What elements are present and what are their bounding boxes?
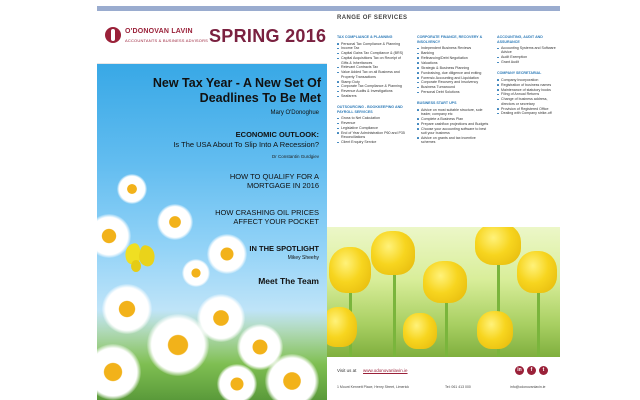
brand-name: O'DONOVAN LAVIN xyxy=(125,28,193,35)
service-item: Fundraising, due diligence and exiting xyxy=(417,71,489,75)
service-item: Capital Gains Tax Compliance & (BRS) xyxy=(337,51,409,55)
service-item: Grant Audit xyxy=(497,60,557,64)
service-item: Revenue Audits & Investigations xyxy=(337,89,409,93)
tulips-image xyxy=(327,227,560,357)
service-item: Refinancing/Debt Negotiation xyxy=(417,56,489,60)
services-column-1 xyxy=(337,35,409,145)
feature-mortgage: HOW TO QUALIFY FOR A MORTGAGE IN 2016 xyxy=(229,172,319,190)
service-item: Registration of business names xyxy=(497,83,557,87)
service-item: Gross to Net Calculation xyxy=(337,116,409,120)
issue-title: SPRING 2016 xyxy=(209,26,327,46)
cover-page xyxy=(97,11,327,400)
section-heading: BUSINESS START UPS xyxy=(417,101,457,106)
service-item: Maintenance of statutory books xyxy=(497,88,557,92)
feature-economic-outlook-title: ECONOMIC OUTLOOK: xyxy=(235,130,319,139)
service-item: Choose your accounting software to best suit your business xyxy=(417,127,489,136)
service-item: Forensic Accounting and Liquidation xyxy=(417,76,489,80)
service-item: Prepare cashflow projections and Budgets xyxy=(417,122,489,126)
feature-oil-prices: HOW CRASHING OIL PRICES AFFECT YOUR POCKET xyxy=(215,208,319,226)
service-item: Personal Debt Solutions xyxy=(417,90,489,94)
service-item: Seafarers xyxy=(337,94,409,98)
service-item: Complete a Business Plan xyxy=(417,117,489,121)
service-item: Revenue xyxy=(337,121,409,125)
service-item: Client Enquiry Service xyxy=(337,140,409,144)
service-item: Relevant Contracts Tax xyxy=(337,65,409,69)
tulip-flower xyxy=(327,307,357,347)
brand-logo-icon xyxy=(105,27,121,43)
tulip-flower xyxy=(329,247,371,293)
service-item: Business Turnaround xyxy=(417,85,489,89)
tulip-flower xyxy=(423,261,467,303)
tulip-flower xyxy=(477,311,513,349)
section-heading: CORPORATE FINANCE, RECOVERY & INSOLVENCY xyxy=(417,35,483,44)
service-item: Advice on most suitable structure, sole trader, company etc xyxy=(417,108,489,117)
cover-headline: New Tax Year - A New Set Of Deadlines To Be Met xyxy=(152,76,321,105)
footer xyxy=(327,357,560,400)
services-title: RANGE OF SERVICES xyxy=(337,15,408,21)
services-page xyxy=(327,11,560,400)
section-heading: COMPANY SECRETARIAL xyxy=(497,71,542,76)
brand-tagline: ACCOUNTANTS & BUSINESS ADVISORS xyxy=(125,38,209,43)
service-item: Independent Business Reviews xyxy=(417,46,489,50)
footer-email[interactable]: info@odonovanlavin.ie xyxy=(510,385,546,389)
service-item: Corporate Tax Compliance & Planning xyxy=(337,84,409,88)
service-item: Company Incorporation xyxy=(497,78,557,82)
feature-spotlight: IN THE SPOTLIGHT xyxy=(249,244,319,253)
service-item: Audit Exemption xyxy=(497,55,557,59)
feature-economic-outlook-author: Dr Constantin Gurdgiev xyxy=(271,154,319,159)
service-item: Advice on grants and tax incentive schemes xyxy=(417,136,489,145)
feature-meet-the-team: Meet The Team xyxy=(258,276,319,286)
section-heading: OUTSOURCING - BOOKKEEPING AND PAYROLL SERVICES xyxy=(337,105,403,114)
feature-economic-outlook-subtitle: Is The USA About To Slip Into A Recession? xyxy=(173,140,319,149)
service-item: Banking xyxy=(417,51,489,55)
service-item: Corporate Recovery and Insolvency xyxy=(417,80,489,84)
tulip-flower xyxy=(403,313,437,349)
headline-author: Mary O'Donoghue xyxy=(270,110,319,116)
service-item: Legislative Compliance xyxy=(337,126,409,130)
visit-label: Visit us at xyxy=(337,368,357,373)
service-item: Stamp Duty xyxy=(337,80,409,84)
twitter-icon[interactable]: t xyxy=(539,366,548,375)
service-item: Dealing with Company strike-off xyxy=(497,111,557,115)
linkedin-icon[interactable]: in xyxy=(515,366,524,375)
service-item: Income Tax xyxy=(337,46,409,50)
tulip-flower xyxy=(371,231,415,275)
service-item: End of Year Administration P60 and P35 Reconciliations xyxy=(337,131,409,140)
facebook-icon[interactable]: f xyxy=(527,366,536,375)
section-heading: TAX COMPLIANCE & PLANNING xyxy=(337,35,393,39)
cover-header xyxy=(97,11,327,64)
service-item: Strategic & Business Planning xyxy=(417,66,489,70)
service-item: Value Added Tax on all Business and Property Transactions xyxy=(337,70,409,79)
service-item: Capital Acquisitions Tax on Receipt of Gifts & Inheritances xyxy=(337,56,409,65)
service-item: Personal Tax Compliance & Planning xyxy=(337,42,409,46)
tulip-flower xyxy=(475,227,521,265)
section-heading: ACCOUNTING, AUDIT AND ASSURANCE xyxy=(497,35,543,44)
footer-address: 1 Mount Kennett Place, Henry Street, Limerick xyxy=(337,385,409,389)
services-column-3 xyxy=(497,35,557,116)
service-item: Provision of Registered Office xyxy=(497,107,557,111)
services-column-2 xyxy=(417,35,489,145)
tulip-flower xyxy=(517,251,557,293)
feature-spotlight-person: Mikey Sheehy xyxy=(287,255,319,261)
website-link[interactable]: www.odonovanlavin.ie xyxy=(363,368,408,373)
service-item: Accounting Systems and Software Advice xyxy=(497,46,557,55)
footer-telephone: Tel: 061 413 000 xyxy=(445,385,471,389)
service-item: Valuations xyxy=(417,61,489,65)
service-item: Change of business address, directors or secretary xyxy=(497,97,557,106)
service-item: Filing of Annual Returns xyxy=(497,92,557,96)
cover-text xyxy=(97,64,325,400)
